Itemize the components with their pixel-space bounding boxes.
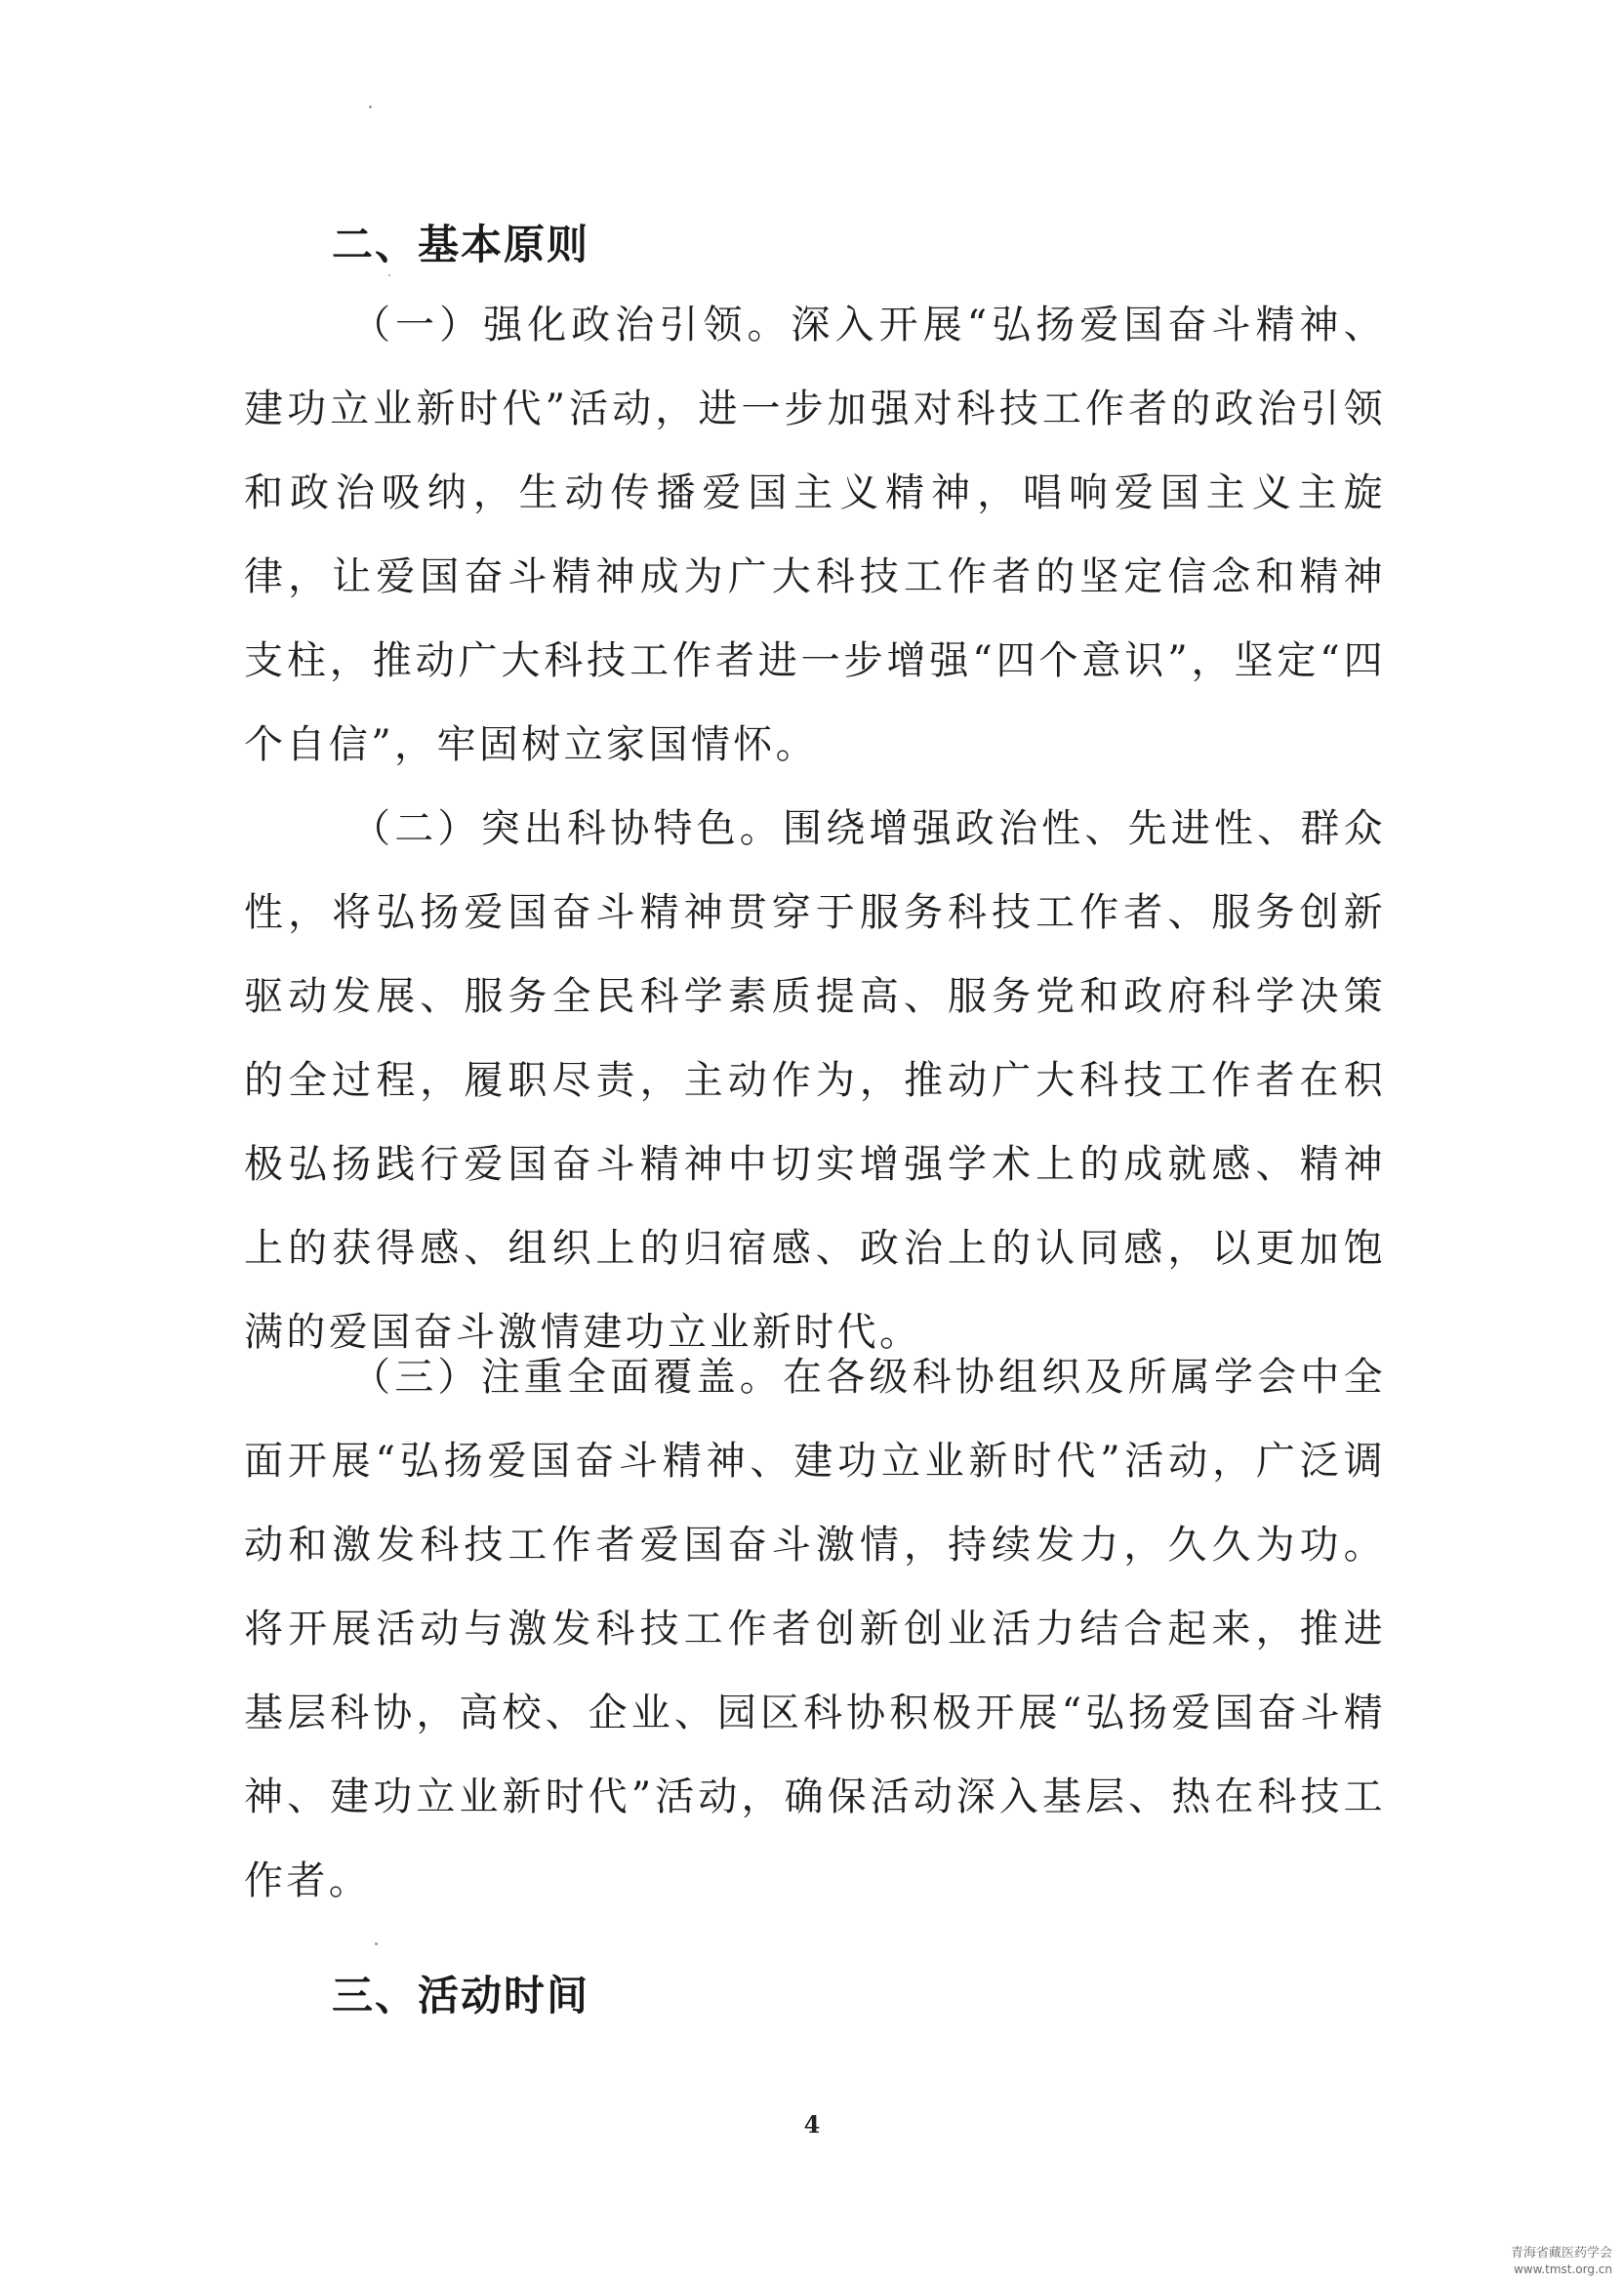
section-heading-basic-principles: 二、基本原则 [332, 221, 590, 268]
scan-speck [369, 105, 372, 108]
scan-speck [375, 1942, 378, 1945]
scan-speck [388, 274, 390, 276]
section-heading-activity-time: 三、活动时间 [332, 1972, 590, 2019]
page-number: 4 [803, 2110, 821, 2139]
watermark-name: 青海省藏医药学会 [1510, 2246, 1612, 2261]
site-watermark [1511, 2246, 1612, 2277]
watermark-url: www.tmst.org.cn [1513, 2263, 1612, 2276]
paragraph-political-guidance: （一）强化政治引领。深入开展“弘扬爱国奋斗精神、建功立业新时代”活动，进一步加强对科技工作者的政治引领和政治吸纳，生动传播爱国主义精神，唱响爱国主义主旋律，让爱国奋斗精神成为广大科技工作者的坚定信念和精神支柱，推动广大科技工作者进一步增强“四个意识”，坚定“四个自信”，牢固树立家国情怀。 [244, 303, 1386, 767]
paragraph-full-coverage: （三）注重全面覆盖。在各级科协组织及所属学会中全面开展“弘扬爱国奋斗精神、建功立业新时代”活动，广泛调动和激发科技工作者爱国奋斗激情，持续发力，久久为功。将开展活动与激发科技工作者创新创业活力结合起来，推进基层科协，高校、企业、园区科协积极开展“弘扬爱国奋斗精神、建功立业新时代”活动，确保活动深入基层、热在科技工作者。 [244, 1355, 1386, 1903]
paragraph-association-features: （二）突出科协特色。围绕增强政治性、先进性、群众性，将弘扬爱国奋斗精神贯穿于服务科技工作者、服务创新驱动发展、服务全民科学素质提高、服务党和政府科学决策的全过程，履职尽责，主动作为，推动广大科技工作者在积极弘扬践行爱国奋斗精神中切实增强学术上的成就感、精神上的获得感、组织上的归宿感、政治上的认同感，以更加饱满的爱国奋斗激情建功立业新时代。 [244, 806, 1386, 1355]
